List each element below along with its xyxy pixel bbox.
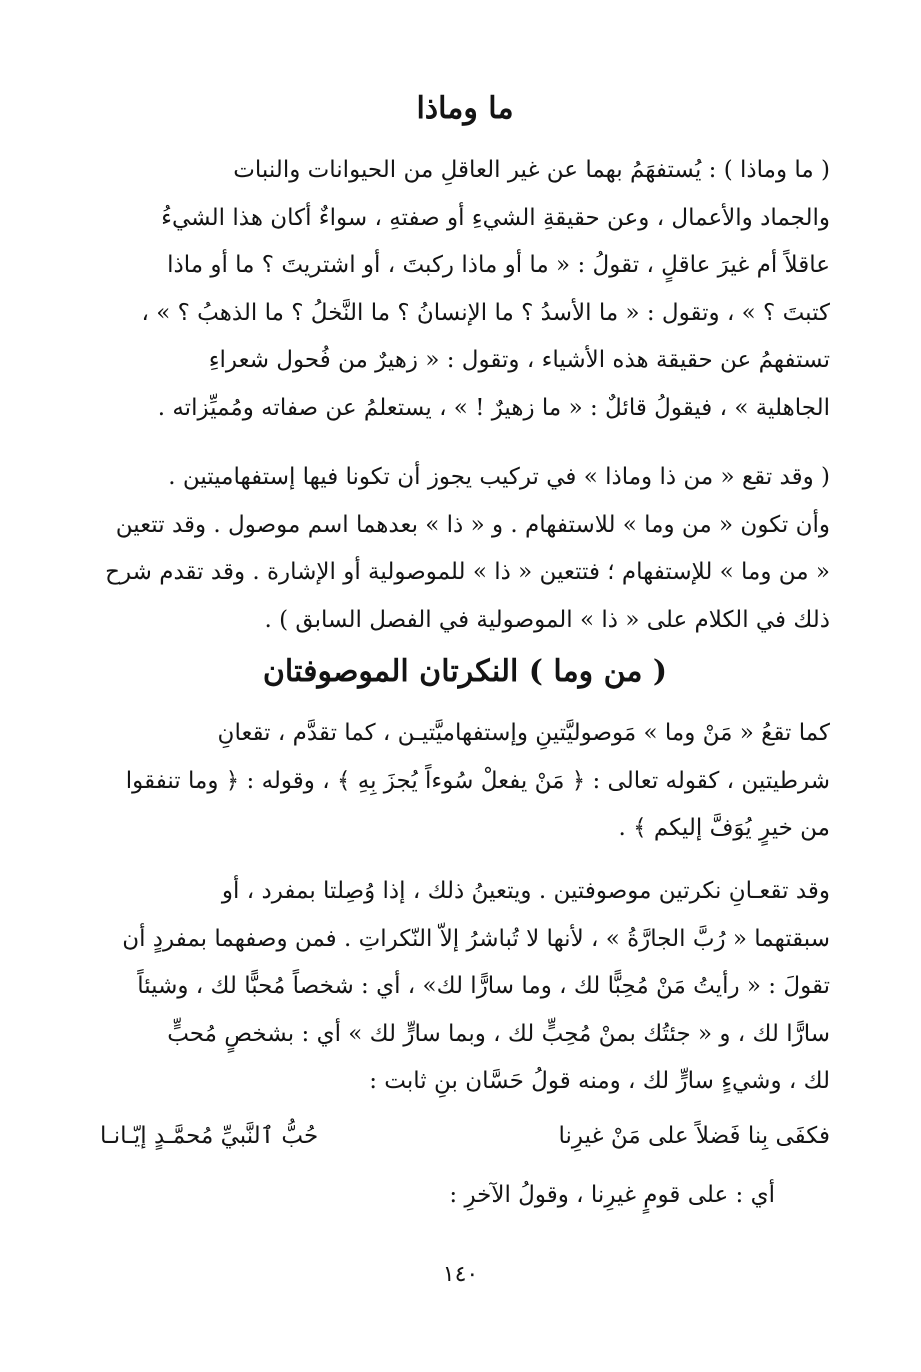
paragraph-ma-madha-definition — [100, 147, 830, 432]
section-title-nakiratan: ( من وما ) النكرتان الموصوفتان — [262, 654, 668, 689]
section-title-ma-wa-madha: ما وماذا — [416, 91, 514, 126]
text-line: « من وما » للإستفهام ؛ فتتعين « ذا » للموصولية أو الإشارة . وقد تقدم شرح — [105, 559, 830, 585]
text-line: أي : على قومٍ غيرِنا ، وقولُ الآخرِ : — [449, 1182, 775, 1208]
text-line: وقد تقعـانِ نكرتين موصوفتين . ويتعينُ ذلك ، إذا وُصِلتا بمفرد ، أو — [221, 878, 830, 904]
text-line: عاقلاً أم غيرَ عاقلٍ ، تقولُ : « ما أو ماذا ركبتَ ، أو اشتريتَ ؟ ما أو ماذا — [167, 252, 830, 278]
text-line: وأن تكون « من وما » للاستفهام . و « ذا » بعدهما اسم موصول . وقد تتعين — [115, 511, 830, 538]
text-line: شرطيتين ، كقوله تعالى : ﴿ مَنْ يفعلْ سُوءاً يُجزَ بِهِ ﴾ ، وقوله : ﴿ وما تنفقوا — [125, 767, 830, 794]
text-line: الجاهلية » ، فيقولُ قائلٌ : « ما زهيرٌ ! » ، يستعلمُ عن صفاته ومُميِّزاته . — [157, 394, 830, 421]
text-line: لك ، وشيءٍ سارٍّ لك ، ومنه قولُ حَسَّان بنِ ثابت : — [369, 1068, 830, 1094]
text-line: سبقتهما « رُبَّ الجارَّةُ » ، لأنها لا تُباشرُ إلاّ النّكراتِ . فمن وصفهما بمفردٍ أن — [122, 925, 830, 952]
text-line: من خيرٍ يُوَفَّ إليكم ﴾ . — [618, 815, 830, 841]
paragraph-man-dha-note — [100, 454, 830, 644]
text-line: كتبتَ ؟ » ، وتقول : « ما الأسدُ ؟ ما الإنسانُ ؟ ما النَّخلُ ؟ ما الذهبُ ؟ » ، — [141, 299, 830, 326]
paragraph-explanation — [100, 1172, 830, 1220]
page-number: ١٤٠ — [442, 1262, 479, 1287]
paragraph-mawsufatan — [100, 868, 830, 1106]
paragraph-shartiyya — [100, 710, 830, 853]
poetry-verse — [100, 1112, 830, 1160]
text-line: ( ما وماذا ) : يُستفهَمُ بهما عن غير العاقلِ من الحيوانات والنبات — [233, 157, 830, 183]
text-line: سارًّا لك ، و « جئتُك بمنْ مُحِبٍّ لك ، وبما سارٍّ لك » أي : بشخصٍ مُحبٍّ — [167, 1020, 830, 1047]
verse-left-hemistich: حُبُّ ٱلنَّبيِّ مُحمَّـدٍ إيّـانـا — [100, 1123, 319, 1149]
text-line: والجماد والأعمال ، وعن حقيقةِ الشيءِ أو صفتهِ ، سواءٌ أكان هذا الشيءُ — [161, 204, 830, 231]
text-line: ذلك في الكلام على « ذا » الموصولية في الفصل السابق ) . — [264, 606, 830, 633]
text-line: كما تقعُ « مَنْ وما » مَوصوليَّتينِ وإستفهاميَّتيـن ، كما تقدَّم ، تقعانِ — [217, 720, 830, 746]
text-line: تقولَ : « رأيتُ مَنْ مُحِبًّا لك ، وما سارًّا لك» ، أي : شخصاً مُحبًّا لك ، وشيئاً — [137, 973, 830, 999]
text-line: ( وقد تقع « من ذا وماذا » في تركيب يجوز أن تكونا فيها إستفهاميتين . — [168, 464, 830, 490]
text-line: تستفهمُ عن حقيقة هذه الأشياء ، وتقول : « زهيرٌ من فُحول شعراءِ — [208, 347, 830, 373]
verse-right-hemistich: فكفَى بِنا فَضلاً على مَنْ غيرِنا — [558, 1123, 830, 1149]
